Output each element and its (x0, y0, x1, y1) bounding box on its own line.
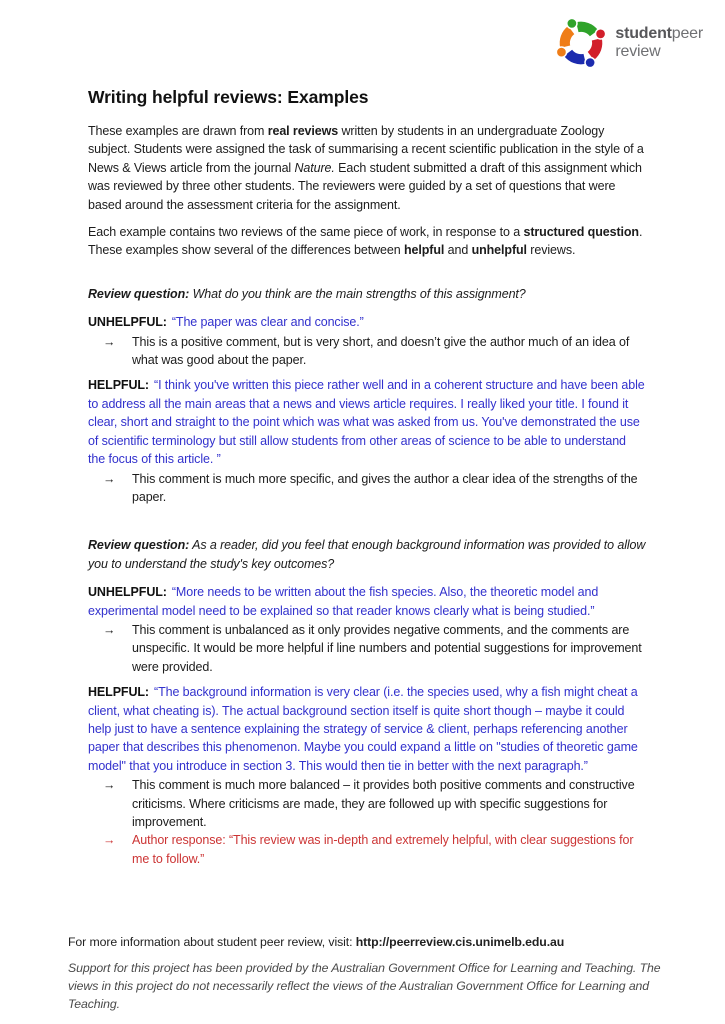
intro2-text4: reviews. (526, 243, 576, 258)
logo-word-student: student (615, 25, 672, 42)
comment-text: This is a positive comment, but is very short, and doesn’t give the author much of an idea of what was good about the paper. (132, 334, 630, 368)
helpful-2-comments (88, 776, 646, 868)
arrow-bullet-icon: → (103, 778, 116, 793)
intro2-bold-structured-question: structured question (523, 225, 639, 240)
helpful-label: HELPFUL: (88, 685, 149, 700)
logo-arc-red (591, 39, 597, 56)
logo-head-red (596, 29, 606, 39)
comment-text: This comment is much more specific, and gives the author a clear idea of the strengths of the paper. (132, 471, 638, 504)
footer-info-prefix: For more information about student peer review, visit: (68, 935, 356, 949)
unhelpful-label: UNHELPFUL: (88, 315, 167, 330)
document-body (88, 86, 646, 875)
circle-of-people-icon (551, 13, 611, 73)
helpful-quote: “I think you've written this piece rather well and in a coherent structure and have been able to address all the main areas that a news and views article requires. I really liked your title. I found it clear, short and straight to the point which was what was asked from us. You've demonstrated the use of scientific terminology but still allow students from other areas of science to be able to understand the focus of this article. ” (88, 378, 645, 467)
helpful-review-2 (88, 683, 646, 775)
unhelpful-quote: “More needs to be written about the fish species. Also, the theoretic model and experimental model need to be explained so that reader knows clearly what is being studied.” (88, 585, 599, 618)
review-question-text: What do you think are the main strengths of this assignment? (192, 286, 526, 301)
intro2-text3: and (444, 243, 472, 258)
arrow-bullet-icon: → (103, 471, 116, 486)
intro1-text2: written by students in an undergraduate Zoology subject. Students were assigned the task of summarising a recent scientific publication in the style of a News & Views article from the journal (88, 124, 644, 175)
reviewer-comment (88, 470, 646, 507)
review-question-1 (88, 285, 646, 303)
logo-wordmark (615, 25, 703, 61)
helpful-quote: “The background information is very clear (i.e. the species used, why a fish might cheat a client, what cheating is). The actual background section itself is quite short though – maybe it could help just to have a sentence explaining the strategy of service & client, perhaps referencing another paper that describes this phenomenon. Maybe you could expand a little on "studies of theoretic game model" that you introduce in section 3. This would then tie in better with the next paragraph.” (88, 685, 638, 773)
review-question-label: Review question: (88, 286, 190, 301)
logo-word-review: review (615, 43, 661, 60)
intro1-italic-nature: Nature. (294, 160, 335, 175)
intro1-text: These examples are drawn from (88, 124, 268, 138)
unhelpful-review-1 (88, 313, 646, 331)
intro-paragraph-2 (88, 223, 646, 260)
intro2-bold-unhelpful: unhelpful (471, 243, 527, 258)
reviewer-comment (88, 776, 646, 831)
author-response-text: Author response: “This review was in-depth and extremely helpful, with clear suggestions for me to follow.” (132, 833, 634, 866)
unhelpful-review-2 (88, 583, 646, 620)
helpful-label: HELPFUL: (88, 378, 149, 393)
review-question-2 (88, 536, 646, 573)
reviewer-comment (88, 621, 646, 676)
intro1-bold-real-reviews: real reviews (267, 124, 339, 138)
comment-text: This comment is unbalanced as it only provides negative comments, and the comments are unspecific. It would be more helpful if line numbers and potential suggestions for improvement were provided. (132, 622, 642, 674)
footer-info-line (68, 934, 668, 950)
unhelpful-1-comments (88, 333, 646, 370)
studentpeer-review-logo (551, 13, 703, 73)
comment-text: This comment is much more balanced – it provides both positive comments and constructive criticisms. Where criticisms are made, they are followed up with specific suggestions for improvement. (132, 778, 635, 829)
unhelpful-2-comments (88, 621, 646, 676)
footer-support-statement: Support for this project has been provided by the Australian Government Office for Learning and Teaching. The views in this project do not necessarily reflect the views of the Australian Government Office for Learning and Teaching. (68, 961, 661, 1011)
author-response (88, 831, 646, 868)
logo-word-peer: peer (671, 25, 703, 42)
page-title: Writing helpful reviews: Examples (88, 87, 369, 107)
peer-review-url[interactable]: http://peerreview.cis.unimelb.edu.au (355, 935, 565, 949)
logo-head-green (567, 18, 577, 28)
arrow-bullet-icon: → (103, 622, 116, 637)
intro-paragraph-1 (88, 122, 646, 214)
review-question-text: As a reader, did you feel that enough background information was provided to allow you to understand the study's key outcomes? (88, 538, 646, 571)
helpful-review-1 (88, 376, 646, 468)
logo-head-blue (585, 57, 595, 67)
helpful-1-comments (88, 470, 646, 507)
page-footer (68, 934, 668, 1013)
logo-arc-orange (565, 30, 571, 47)
intro2-text2: . These examples show several of the differences between (88, 225, 643, 258)
intro1-text3: Each student submitted a draft of this assignment which was reviewed by three other students. The reviewers were guided by a set of questions that were based around the assessment criteria for the assignment. (88, 160, 642, 212)
intro2-text: Each example contains two reviews of the same piece of work, in response to a (88, 225, 524, 240)
unhelpful-quote: “The paper was clear and concise.” (171, 315, 364, 330)
logo-head-orange (557, 47, 567, 57)
unhelpful-label: UNHELPFUL: (88, 585, 167, 600)
reviewer-comment (88, 333, 646, 370)
review-question-label: Review question: (88, 538, 190, 553)
arrow-bullet-icon: → (103, 833, 116, 848)
arrow-bullet-icon: → (103, 334, 116, 349)
logo-arc-green (578, 27, 595, 33)
logo-arc-blue (568, 53, 585, 59)
intro2-bold-helpful: helpful (403, 243, 445, 258)
